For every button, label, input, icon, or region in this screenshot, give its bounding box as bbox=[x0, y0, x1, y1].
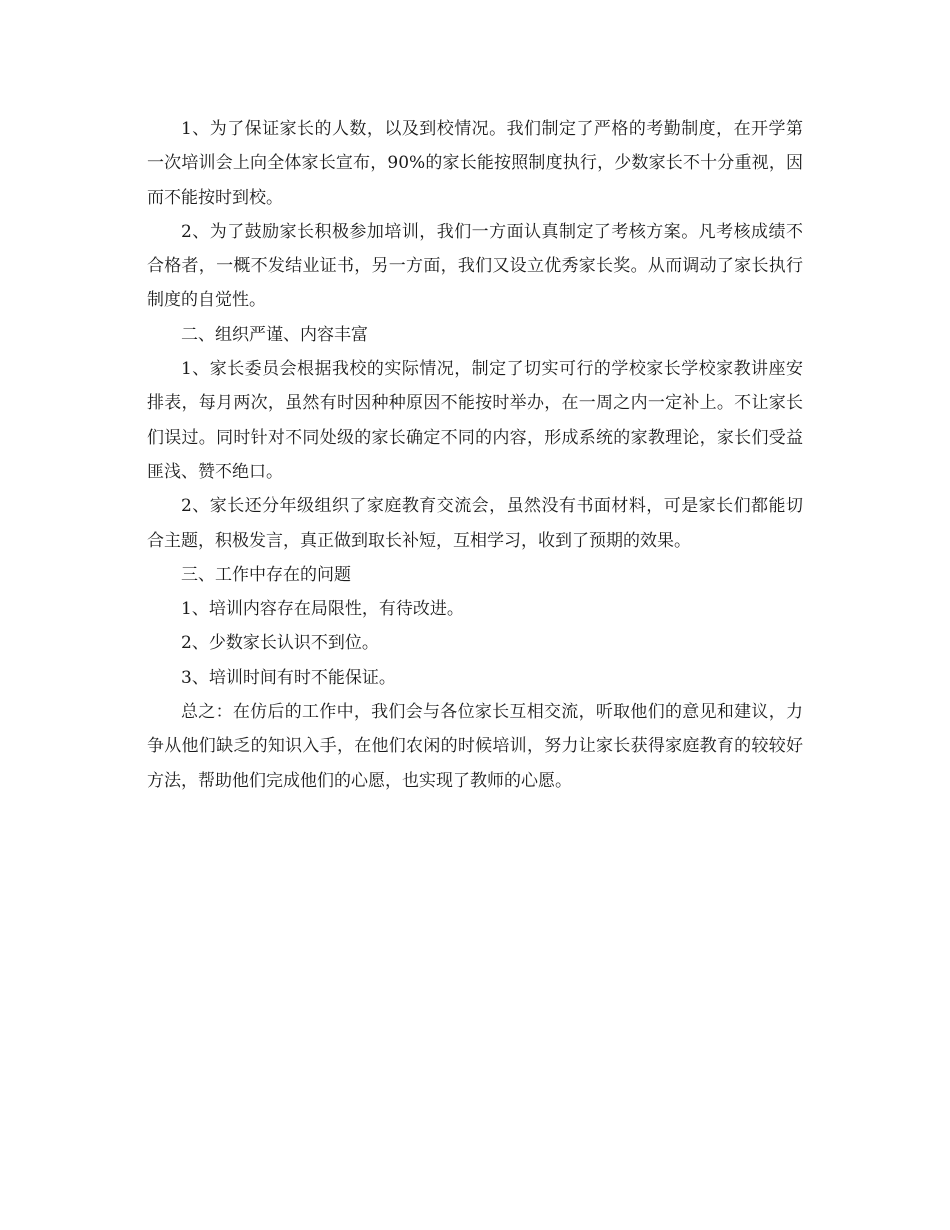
problem-item-content: 1、培训内容存在局限性，有待改进。 bbox=[181, 599, 464, 620]
paragraph-attendance: 1、为了保证家长的人数，以及到校情况。我们制定了严格的考勤制度，在开学第一次培训会上向全体家长宣布，90%的家长能按照制度执行，少数家长不十分重视，因而不能按时到校。 bbox=[147, 119, 803, 208]
problem-item-time: 3、培训时间有时不能保证。 bbox=[181, 667, 396, 688]
problem-item-awareness: 2、少数家长认识不到位。 bbox=[181, 633, 379, 654]
paragraph-lecture-schedule: 1、家长委员会根据我校的实际情况，制定了切实可行的学校家长学校家教讲座安排表，每月两次，虽然有时因种种原因不能按时举办，在一周之内一定补上。不让家长们误过。同时针对不同处级的家长确定不同的内容，形成系统的家教理论，家长们受益匪浅、赞不绝口。 bbox=[147, 359, 803, 482]
document-body bbox=[147, 112, 803, 798]
paragraph-conclusion: 总之：在仿后的工作中，我们会与各位家长互相交流，听取他们的意见和建议，力争从他们缺乏的知识入手，在他们农闲的时候培训，努力让家长获得家庭教育的较较好方法，帮助他们完成他们的心愿，也实现了教师的心愿。 bbox=[147, 702, 803, 791]
section-heading-organization: 二、组织严谨、内容丰富 bbox=[181, 324, 368, 345]
section-heading-problems: 三、工作中存在的问题 bbox=[181, 564, 351, 585]
paragraph-exchange-meeting: 2、家长还分年级组织了家庭教育交流会，虽然没有书面材料，可是家长们都能切合主题，积极发言，真正做到取长补短，互相学习，收到了预期的效果。 bbox=[147, 496, 803, 551]
paragraph-assessment: 2、为了鼓励家长积极参加培训，我们一方面认真制定了考核方案。凡考核成绩不合格者，一概不发结业证书，另一方面，我们又设立优秀家长奖。从而调动了家长执行制度的自觉性。 bbox=[147, 221, 803, 311]
